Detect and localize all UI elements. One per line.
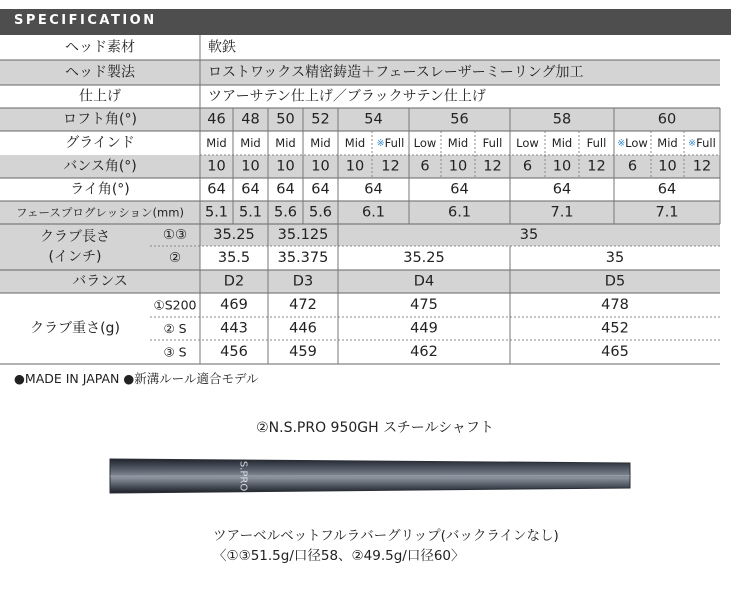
grind-value: Full bbox=[482, 136, 503, 150]
loft-value: 58 bbox=[552, 111, 572, 128]
bounce-value: 10 bbox=[448, 158, 468, 175]
loft-value: 56 bbox=[450, 111, 469, 128]
bounce-value: 12 bbox=[692, 158, 712, 175]
grind-value: Full bbox=[586, 136, 607, 150]
grind-value: ※Low bbox=[617, 136, 648, 150]
weight-sub-label: ② S bbox=[163, 321, 187, 336]
length-value: 35.5 bbox=[217, 250, 251, 266]
progression-value: 6.1 bbox=[447, 204, 472, 221]
lie-value: 64 bbox=[657, 181, 677, 198]
loft-value: 46 bbox=[207, 111, 226, 128]
weight-value: 478 bbox=[601, 297, 629, 313]
label-progression: フェースプログレッション(mm) bbox=[16, 205, 184, 220]
weight-value: 446 bbox=[289, 320, 317, 337]
weight-value: 475 bbox=[410, 297, 438, 313]
length-value: 35.25 bbox=[213, 227, 255, 243]
weight-sub-label: ①S200 bbox=[153, 297, 197, 313]
progression-value: 7.1 bbox=[550, 204, 574, 221]
value-head-process: ロストワックス精密鋳造＋フェースレーザーミーリング加工 bbox=[208, 64, 584, 81]
bounce-value: 10 bbox=[345, 158, 365, 175]
label-finish: 仕上げ bbox=[79, 88, 121, 105]
lie-value: 64 bbox=[241, 181, 260, 198]
footnote: ●MADE IN JAPAN ●新溝ルール適合モデル bbox=[14, 371, 259, 386]
bounce-value: 10 bbox=[311, 158, 330, 175]
shaft-image bbox=[0, 450, 750, 510]
label-loft: ロフト角(°) bbox=[63, 111, 137, 128]
bounce-value: 6 bbox=[627, 158, 638, 175]
lie-value: 64 bbox=[450, 181, 469, 198]
weight-value: 469 bbox=[220, 297, 248, 313]
grind-value: Low bbox=[413, 136, 437, 150]
length-sub-label: ①③ bbox=[162, 227, 188, 243]
loft-value: 54 bbox=[364, 111, 383, 128]
loft-value: 48 bbox=[241, 111, 260, 128]
value-finish: ツアーサテン仕上げ／ブラックサテン仕上げ bbox=[208, 88, 486, 105]
shaft-print: S.PRO bbox=[237, 460, 249, 492]
bounce-value: 10 bbox=[658, 158, 677, 175]
weight-value: 452 bbox=[601, 320, 629, 337]
loft-value: 50 bbox=[276, 111, 295, 128]
bounce-value: 12 bbox=[381, 158, 400, 175]
label-bounce: バンス角(°) bbox=[63, 158, 137, 175]
grind-value: Mid bbox=[310, 136, 331, 150]
bounce-value: 6 bbox=[522, 158, 533, 175]
grind-value: Mid bbox=[206, 136, 227, 150]
label-lie: ライ角(°) bbox=[70, 181, 130, 198]
balance-value: D4 bbox=[413, 273, 435, 290]
bounce-value: 10 bbox=[276, 158, 295, 175]
bounce-value: 6 bbox=[420, 158, 430, 175]
weight-value: 465 bbox=[601, 344, 629, 360]
value-head-material: 軟鉄 bbox=[208, 39, 236, 56]
length-value: 35 bbox=[519, 227, 539, 243]
weight-value: 462 bbox=[410, 344, 438, 360]
balance-value: D5 bbox=[604, 273, 626, 290]
bounce-value: 12 bbox=[587, 158, 606, 175]
spec-title: SPECIFICATION bbox=[14, 13, 157, 28]
weight-value: 443 bbox=[220, 320, 248, 337]
grind-value: ※Full bbox=[688, 136, 716, 150]
loft-value: 52 bbox=[311, 111, 330, 128]
label-head-process: ヘッド製法 bbox=[65, 64, 135, 81]
label-head-material: ヘッド素材 bbox=[65, 39, 135, 56]
progression-value: 7.1 bbox=[655, 204, 679, 221]
bounce-value: 12 bbox=[483, 158, 502, 175]
label-club-length-unit: (インチ) bbox=[48, 249, 102, 265]
loft-value: 60 bbox=[657, 111, 677, 128]
weight-value: 459 bbox=[289, 344, 317, 360]
label-grind: グラインド bbox=[65, 135, 135, 151]
grind-value: Mid bbox=[447, 136, 469, 150]
weight-sub-label: ③ S bbox=[163, 344, 187, 360]
progression-value: 5.6 bbox=[308, 204, 333, 221]
progression-value: 5.6 bbox=[273, 204, 298, 221]
progression-value: 5.1 bbox=[204, 204, 229, 221]
lie-value: 64 bbox=[364, 181, 383, 198]
length-value: 35 bbox=[605, 250, 625, 266]
lie-value: 64 bbox=[311, 181, 330, 198]
lie-value: 64 bbox=[207, 181, 226, 198]
length-value: 35.125 bbox=[277, 227, 329, 243]
label-balance: バランス bbox=[72, 273, 128, 290]
grip-caption-line1: ツアーベルベットフルラバーグリップ(バックラインなし) bbox=[213, 528, 559, 544]
balance-value: D2 bbox=[223, 273, 245, 290]
label-club-length: クラブ長さ bbox=[40, 229, 110, 245]
grind-value: Mid bbox=[344, 136, 366, 150]
progression-value: 6.1 bbox=[361, 204, 386, 221]
length-value: 35.25 bbox=[403, 250, 445, 266]
grind-value: Mid bbox=[551, 136, 573, 150]
grind-value: Mid bbox=[657, 136, 678, 150]
weight-value: 472 bbox=[289, 297, 317, 313]
length-value: 35.375 bbox=[277, 250, 329, 266]
bounce-value: 10 bbox=[207, 158, 226, 175]
length-sub-label: ② bbox=[168, 250, 182, 266]
bounce-value: 10 bbox=[552, 158, 572, 175]
weight-value: 449 bbox=[410, 320, 438, 337]
bounce-value: 10 bbox=[241, 158, 260, 175]
grind-value: ※Full bbox=[376, 136, 405, 150]
label-weight: クラブ重さ(g) bbox=[30, 320, 120, 337]
grip-caption-line2: 〈①③51.5g/口径58、②49.5g/口径60〉 bbox=[213, 548, 465, 564]
grind-value: Mid bbox=[240, 136, 261, 150]
weight-value: 456 bbox=[220, 344, 248, 360]
lie-value: 64 bbox=[552, 181, 572, 198]
shaft-caption: ②N.S.PRO 950GH スチールシャフト bbox=[256, 420, 494, 436]
lie-value: 64 bbox=[276, 181, 295, 198]
balance-value: D3 bbox=[292, 273, 314, 290]
grind-value: Mid bbox=[275, 136, 296, 150]
grind-value: Low bbox=[516, 136, 539, 150]
progression-value: 5.1 bbox=[238, 204, 263, 221]
